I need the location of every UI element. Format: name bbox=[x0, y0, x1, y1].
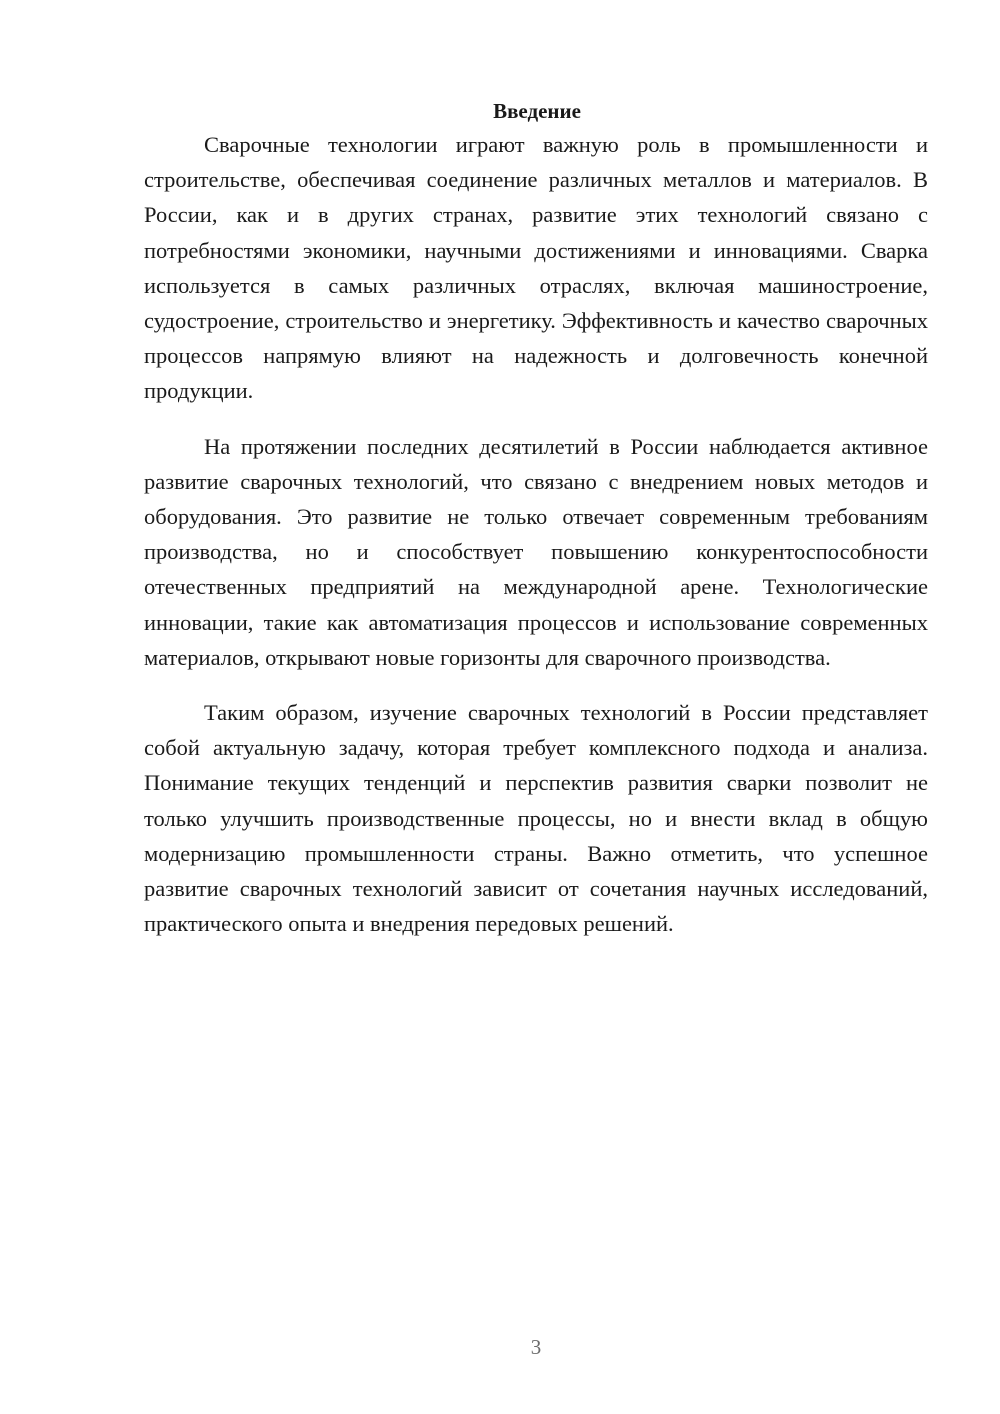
page-content bbox=[144, 96, 928, 941]
section-heading: Введение bbox=[493, 99, 581, 123]
paragraph-1: Сварочные технологии играют важную роль в промышленности и строительстве, обеспечивая соединение различных металлов и материалов. В России, как и в других странах, развитие этих технологий связано с потребностями экономики, научными достижениями и инновациями. Сварка используется в самых различных отраслях, включая машиностроение, судостроение, строительство и энергетику. Эффективность и качество сварочных процессов напрямую влияют на надежность и долговечность конечной продукции. bbox=[144, 132, 928, 404]
page-number: 3 bbox=[530, 1335, 542, 1359]
paragraph-2: На протяжении последних десятилетий в России наблюдается активное развитие сварочных технологий, что связано с внедрением новых методов и оборудования. Это развитие не только отвечает современным требованиям производства, но и способствует повышению конкурентоспособности отечественных предприятий на международной арене. Технологические инновации, такие как автоматизация процессов и использование современных материалов, открывают новые горизонты для сварочного производства. bbox=[144, 433, 928, 670]
paragraph-3: Таким образом, изучение сварочных технологий в России представляет собой актуальную задачу, которая требует комплексного подхода и анализа. Понимание текущих тенденций и перспектив развития сварки позволит не только улучшить производственные процессы, но и внести вклад в общую модернизацию промышленности страны. Важно отметить, что успешное развитие сварочных технологий зависит от сочетания научных исследований, практического опыта и внедрения передовых решений. bbox=[144, 700, 928, 937]
